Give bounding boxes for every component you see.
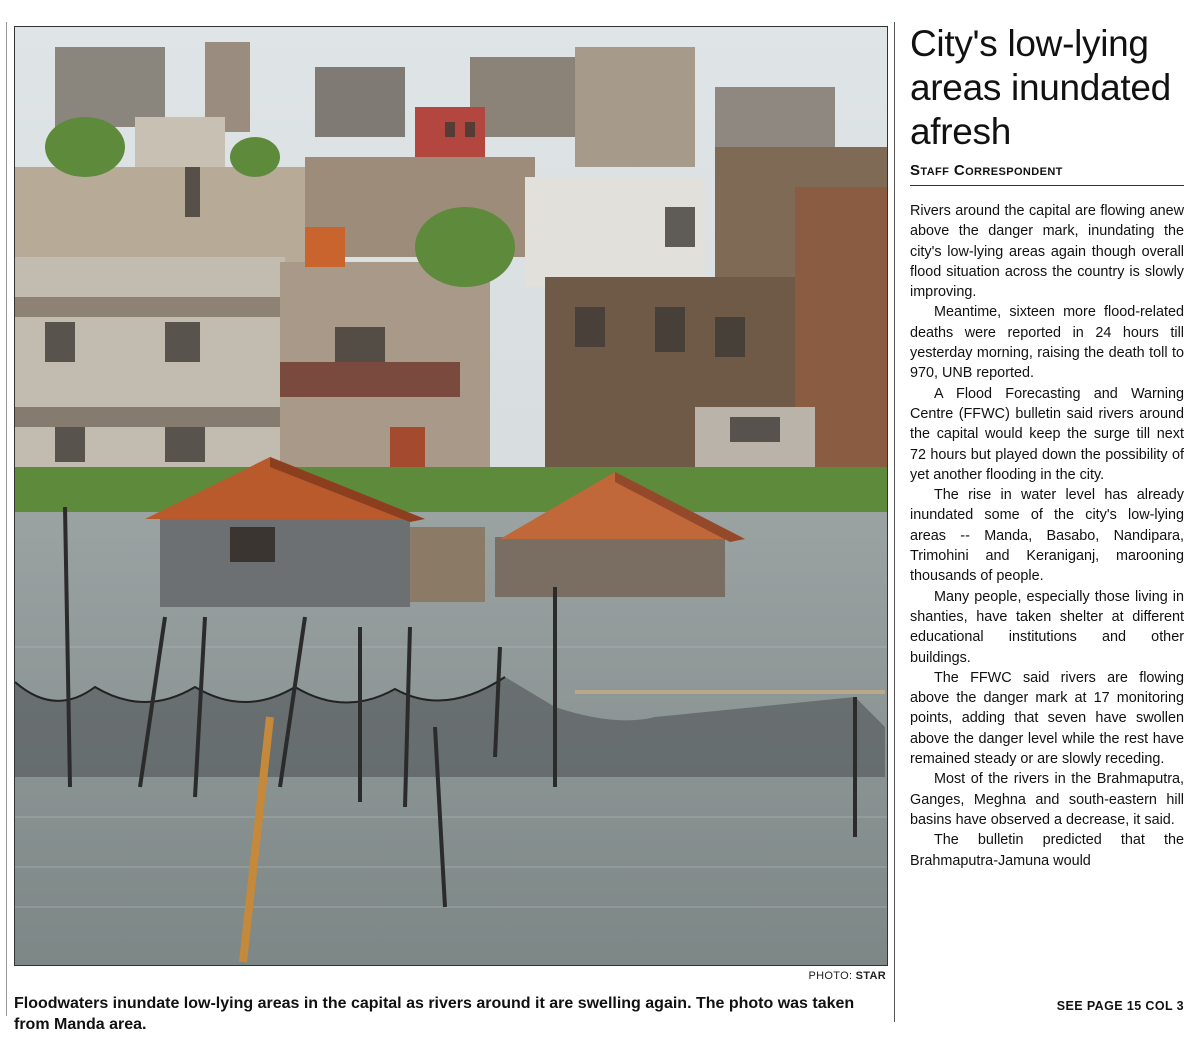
article-paragraph: Many people, especially those living in shanties, have taken shelter at different educational institutions and other buildings. — [910, 588, 1184, 666]
photo-caption: Floodwaters inundate low-lying areas in the capital as rivers around it are swelling again. The photo was taken from Manda area. — [14, 995, 855, 1033]
headline: City's low-lying areas inundated afresh — [910, 23, 1171, 152]
photo-credit-source: STAR — [855, 970, 886, 982]
news-article — [910, 22, 1184, 871]
byline: Staff Correspondent — [910, 162, 1184, 186]
article-paragraph: A Flood Forecasting and Warning Centre (FFWC) bulletin said rivers around the capital would keep the surge till next 72 hours but played down the possibility of yet another flooding in the city. — [910, 385, 1184, 483]
article-paragraph: Rivers around the capital are flowing anew above the danger mark, inundating the city's low-lying areas again though overall flood situation across the country is slowly improving. — [910, 203, 1184, 301]
photo-credit-prefix: PHOTO: — [808, 970, 853, 982]
photo-credit — [720, 970, 886, 982]
flood-scene-illustration — [15, 27, 887, 965]
article-body — [910, 201, 1184, 871]
left-frame-rule — [6, 22, 7, 1016]
news-photo — [14, 26, 888, 966]
article-paragraph: The bulletin predicted that the Brahmaputra-Jamuna would — [910, 832, 1184, 869]
article-paragraph: Meantime, sixteen more flood-related deaths were reported in 24 hours till yesterday morning, raising the death toll to 970, UNB reported. — [910, 304, 1184, 382]
article-paragraph: The FFWC said rivers are flowing above the danger mark at 17 monitoring points, adding that seven have swollen above the danger level while the rest have remained steady or are slowly receding. — [910, 669, 1184, 768]
continued-on-link[interactable]: SEE PAGE 15 COL 3 — [1056, 999, 1184, 1013]
column-divider — [894, 22, 895, 1022]
article-paragraph: The rise in water level has already inundated some of the city's low-lying areas -- Manda, Basabo, Nandipara, Trimohini and Keraniganj, marooning thousands of people. — [910, 487, 1184, 585]
article-paragraph: Most of the rivers in the Brahmaputra, Ganges, Meghna and south-eastern hill basins have observed a decrease, it said. — [910, 771, 1184, 828]
